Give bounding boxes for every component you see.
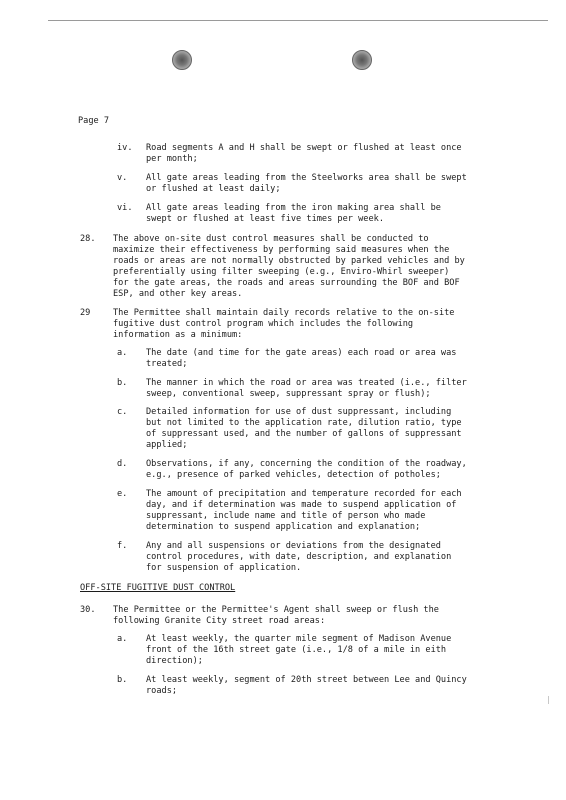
- para30-line1: The Permittee or the Permittee's Agent shall sweep or flush the: [113, 605, 439, 615]
- item-label-iv: iv.: [117, 143, 133, 153]
- sub29-f-line3: for suspension of application.: [146, 563, 302, 573]
- sub30-label-a: a.: [117, 634, 128, 644]
- sub29-f-line1: Any and all suspensions or deviations from the designated: [146, 541, 441, 551]
- scan-artifact: [548, 696, 549, 704]
- sub29-b-line2: sweep, conventional sweep, suppressant spray or flush);: [146, 389, 431, 399]
- para28-line4: preferentially using filter sweeping (e.g., Enviro-Whirl sweeper): [113, 267, 450, 277]
- para30-line2: following Granite City street road areas:: [113, 616, 326, 626]
- sub29-c-line3: of suppressant used, and the number of gallons of suppressant: [146, 429, 462, 439]
- sub29-b-line1: The manner in which the road or area was treated (i.e., filter: [146, 378, 467, 388]
- sub29-c-line2: but not limited to the application rate, dilution ratio, type: [146, 418, 462, 428]
- sub30-label-b: b.: [117, 675, 128, 685]
- punch-hole-right-icon: [352, 50, 372, 70]
- sub29-a-line1: The date (and time for the gate areas) each road or area was: [146, 348, 457, 358]
- item-vi-line1: All gate areas leading from the iron making area shall be: [146, 203, 441, 213]
- scan-top-rule: [48, 20, 548, 21]
- sub29-c-line4: applied;: [146, 440, 188, 450]
- sub29-e-line3: suppressant, include name and title of person who made: [146, 511, 426, 521]
- sub30-a-line2: front of the 16th street gate (i.e., 1/8 of a mile in eith: [146, 645, 447, 655]
- item-v-line1: All gate areas leading from the Steelworks area shall be swept: [146, 173, 467, 183]
- item-iv-line1: Road segments A and H shall be swept or flushed at least once: [146, 143, 462, 153]
- item-label-v: v.: [117, 173, 128, 183]
- sub30-a-line3: direction);: [146, 656, 203, 666]
- para29-line1: The Permittee shall maintain daily records relative to the on-site: [113, 308, 455, 318]
- section-heading-offsite: OFF-SITE FUGITIVE DUST CONTROL: [80, 583, 236, 593]
- sub29-label-b: b.: [117, 378, 128, 388]
- punch-hole-left-icon: [172, 50, 192, 70]
- para29-line3: information as a minimum:: [113, 330, 243, 340]
- sub29-label-d: d.: [117, 459, 128, 469]
- para28-line5: for the gate areas, the roads and areas surrounding the BOF and BOF: [113, 278, 460, 288]
- para28-line3: roads or areas are not normally obstructed by parked vehicles and by: [113, 256, 465, 266]
- item-vi-line2: swept or flushed at least five times per week.: [146, 214, 384, 224]
- item-label-vi: vi.: [117, 203, 133, 213]
- para28-line6: ESP, and other key areas.: [113, 289, 243, 299]
- sub29-f-line2: control procedures, with date, description, and explanation: [146, 552, 452, 562]
- sub29-label-f: f.: [117, 541, 128, 551]
- sub29-e-line4: determination to suspend application and explanation;: [146, 522, 421, 532]
- para28-label: 28.: [80, 234, 96, 244]
- sub30-a-line1: At least weekly, the quarter mile segment of Madison Avenue: [146, 634, 452, 644]
- para28-line1: The above on-site dust control measures shall be conducted to: [113, 234, 429, 244]
- para28-line2: maximize their effectiveness by performing said measures when the: [113, 245, 450, 255]
- sub29-label-e: e.: [117, 489, 128, 499]
- sub30-b-line2: roads;: [146, 686, 178, 696]
- sub29-c-line1: Detailed information for use of dust suppressant, including: [146, 407, 452, 417]
- sub29-a-line2: treated;: [146, 359, 188, 369]
- sub30-b-line1: At least weekly, segment of 20th street between Lee and Quincy: [146, 675, 467, 685]
- sub29-label-a: a.: [117, 348, 128, 358]
- para29-line2: fugitive dust control program which includes the following: [113, 319, 414, 329]
- para30-label: 30.: [80, 605, 96, 615]
- sub29-d-line2: e.g., presence of parked vehicles, detection of potholes;: [146, 470, 441, 480]
- item-iv-line2: per month;: [146, 154, 198, 164]
- sub29-d-line1: Observations, if any, concerning the condition of the roadway,: [146, 459, 467, 469]
- sub29-e-line2: day, and if determination was made to suspend application of: [146, 500, 457, 510]
- sub29-e-line1: The amount of precipitation and temperature recorded for each: [146, 489, 462, 499]
- page-number: Page 7: [78, 116, 110, 126]
- item-v-line2: or flushed at least daily;: [146, 184, 281, 194]
- sub29-label-c: c.: [117, 407, 128, 417]
- para29-label: 29: [80, 308, 91, 318]
